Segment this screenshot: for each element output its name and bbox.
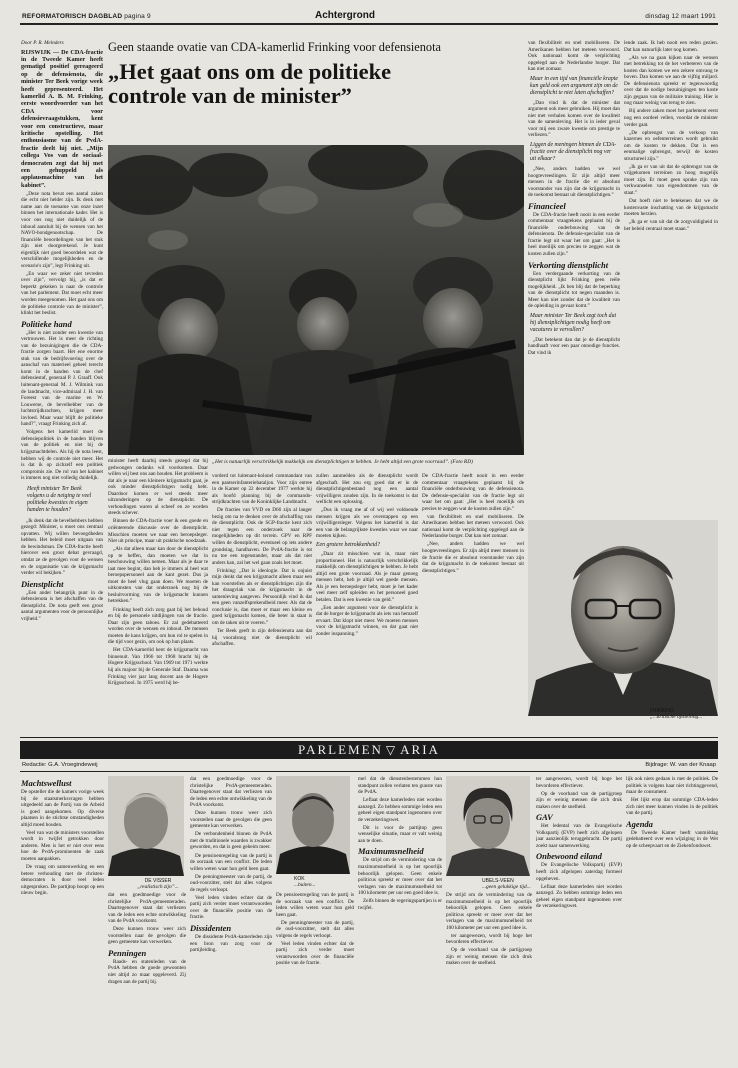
paragraph: De pensioenregeling van de partij is de oorzaak van een conflict. De leden willen weten waar hun geld heen gaat. [190,852,272,872]
section-divider [20,737,718,738]
paragraph: De opsteller die de kamers vorige week bij de staatsmerksvragen hebben uitgedeeld aan de Partij van de Arbeid is goed aangekomen. Op diverse plaatsen in de stichtse omstandigheden altijd moed houden. [21,789,104,828]
paragraph: Binnen de CDA-fractie voer ik een goede en oriënterende discussie over de dienstplicht. Misschien moeten we naar een beroepsleger. Niet uit principe, maar uit praktische noodzaak. [108,518,208,545]
paragraph: ter aangewezen, wordt bij hoge het bevorderen effectiever. [446,932,532,946]
paragraph: Veel leden vinden echter dat de partij zich verder moet verantwoorden over de financiële positie van de fractie. [190,894,272,921]
paragraph: zullen aanmelden als de dienstplicht wordt afgeschaft. Het zou erg goed dat er in de dienstplichtigenbestand nog een aantal vrijwilligers zouden zijn. In de toekomst is dat wellicht een oplossing. [316,473,418,506]
paragraph: Het CDA-kamerlid kent de krijgsmacht van binnenuit. Van 1966 tot 1968 bracht hij de Hogere Krijgsschool. Van 1969 tot 1971 werkte hij als majoor bij de Generale Staf. Daarna was Frinking vier jaar lang docent aan de Hogere Krijgsschool. In 1975 werd hij be- [108,647,208,687]
subheading: Penningen [108,947,147,958]
paragraph: van flexibiliteit en snel mobiliseren. De Amerikanen hebben het meteen verwoord. Ook nationaal komt de verplichting opgelegd aan de Nederlandse burger. Dat kan niet zomaar. [528,40,620,73]
paragraph: Bij andere zaken moet het parlement eerst nog een oordeel vellen, voordat de minister verder gaat. [624,108,718,128]
paragraph: Op de voorhand van de partijgroep zijn er weinig mensen die zich druk maken over de snelheid. [446,947,532,967]
banner-emblem-icon: ▽ [385,743,398,757]
paragraph: „De opbrengst van de verkoop van kazernes en oefenterreinen wordt gebruikt om de kosten te dekken. Dat is een eenmalige opbrengst, terwijl de kosten structureel zijn.” [624,129,718,162]
paragraph: „Als dat alleen maar kan door de dienstplicht op te heffen, dan moeten we dat in beschouwing willen nemen. Maar als je daar te laat mee begint, dan heb je immers al heel wat beroepspersoneel aan de kant gezet. Dus ja moet de heel vlug gaan doen. We moeten de uitkomsten van dat onderzoek nog bij de besluitvorming van de krijgsmacht kunnen betrekken.” [108,546,208,605]
paragraph: „Dus ik vraag me af of wij wel voldoende mensen krijgen als we overstappen op een vrijwilligersleger. Volgens het kamerlid is dat een van de belangrijkste kwesties waar we naar moeten kijken. [316,507,418,540]
paragraph: „Nee, anders hadden we wel hoogtevreeslingen. Er zijn altijd meer mensen in de fractie die er absoluut voorstander van zijn dat de krijgsmacht in de toekomst bestaat uit dienstplichtigen.” [528,166,620,199]
subheading: Financieel [528,200,566,211]
photo-soldiers-image [108,145,524,455]
paragraph: De CDA-fractie heeft nooit in een eerder commentaar vraagtekens geplaatst bij de financiële onderbouwing van de defensienota. De defensie-specialist van de fractie legt uit waar het om gaat: „Het is heel moeilijk om precies te zeggen wat de kosten zullen zijn.” [528,211,620,258]
subheading: Dienstplicht [21,578,64,589]
paragraph: De vraag om samenwerking en een betere verhouding met de christen-democraten is door veel leden uitgesproken. De partijtop hoopt op een nieuw begin. [21,864,104,897]
subheading: GAV [536,812,553,823]
paragraph: Volgens het kamerlid moet de defensiepolitiek in de handen blijven van de politiek en niet bij de krijgsmachtdelen. Als hij de nota leest, hebben wij de controle niet meer. Het is dat ik op zichzelf een politiek compromis zie. De rol van het kabinet is immers nog niet volledig duidelijk. [21,429,103,482]
paragraph: Deze kunnen trouw weer zich voorstellen naar de gevolgen die geen gemeente kan verwerken. [190,810,272,830]
paragraph: „Een ander argument voor de dienstplicht is dat de burger de krijgsmacht als iets van hemzelf ervaart. Dat klopt niet meer. We moeten mensen voor de krijgsmacht winnen, en dat gaat niet zonder inspanning.” [316,604,418,638]
column-col-5 [358,776,442,1058]
subheading: Onbewoond eiland [536,851,602,862]
paragraph: Veel van wat de ministers voorstellen wordt in twijfel getrokken door anderen. Men is het er niet over eens hoe de PvdA-prominenten de zaak moeten aanpakken. [21,829,104,862]
column-col-1 [21,776,104,1058]
subheading: Maximumsnelheid [358,846,424,857]
issue-date: dinsdag 12 maart 1991 [645,13,716,20]
paragraph: Frinking: „Dat is ideologie. Dat is onjuist mijn denkt dat een krijgsmacht alleen maar een kan voorstellen als er dienstplichtigen zijn die het draagvlak van de krijgsmacht in de samenleving aangeven. Persoonlijk vind ik dat een geen vanzelfsprekendheid meer. Als dat de conclusie is, dan moet er maar een kleine en goed krijgsmacht komen, die beter in staat is om de taken uit te voeren.” [212,567,312,627]
paragraph: De penningmeester van de partij, de oud-voorzitter, stelt dat alles volgens de regels verloopt. [190,873,272,893]
subheading: Verkorting dienstplicht [528,259,609,270]
frinking-portrait-image [528,520,718,716]
paragraph: Frinking heeft zich zorg gaat bij het behoud en bij de personele uitdijingen van de fractie. Daar zijn geen taboes. Er zal gedebatteerd worden over de wensen en inhoud. De mensen moeten de kans krijgen, om hun rol te spelen in die tijd voor gezin, om ook op hun plaats. [108,606,208,646]
paragraph: De penningmeester van de partij, de oud-voorzitter, stelt dat alles volgens de regels verloopt. [276,919,354,939]
paragraph: „Dat betekent dan dat je de dienstplicht handhaaft voor een paar onnodige functies. Dat vind ik [528,336,620,356]
subheading: Machtswellust [21,778,72,788]
kok-caption: KOK ...buiten... [294,876,316,889]
article-column-5a [422,473,524,730]
paper-name: REFORMATORISCH DAGBLAD pagina 9 [22,13,151,20]
paragraph: „Nee, anders hadden we wel hoogtevreeslingen. Er zijn altijd meer mensen in de fractie die er absoluut voorstander van zijn dat de krijgsmacht in de toekomst bestaat uit dienstplichtigen.” [422,541,524,574]
paragraph: Ter Beek geeft in zijn defensienota aan dat hij vooralsnog niet de dienstplicht wil afschaffen. [212,628,312,648]
ubels-veen-caption: UBELS-VEEN ...geen gelukkige tijd... [482,878,531,891]
paragraph: „Deze nota bevat een aantal zaken die echt niet helder zijn. Ik denk met name aan de toename van onze inzet binnen het internationale kader. Het is voor ons nog niet duidelijk of de inhoud aansluit bij de wensen van het NAVO-bondgenootschap. De financiële beoordelingen van het stuk zijn niet doorgerekend. Je kunt eigenlijk niet goed beoordelen wat de verschillende mogelijkheden en de scenario's zijn”, legt Frinking uit. [21,190,103,269]
portrait-caption: FRINKING „...kritische opstelling...” [650,708,706,721]
paragraph: „Het is niet zonder een kwestie van vertrouwen. Het is meer de richting van de bezuinigingen die de CDA-fractie zorgen baart. Het ene enorme stuk van de bedrijfsvoering over de aanschaf van materieel geheel terecht komt in de handen van de chef defensiestaf, generaal P. J. Graaff. Ook luitenant-generaal M. J. Wilmink van de landmacht, vice-admiraal J. H. van Foreest van de marine en W. Louwerse, de bevelhebber van de luchtstrijdkrachten, krijgen meer invloed. Maar waar blijft de politieke hand?”, vraagt Frinking zich af. [21,329,103,428]
paragraph: „Ik denk dat de bevelhebbers hebben gezegd: Minister, u moet ons centraal opvatten. Wij willen bevoegdheden hebben. Het beleid moet uitgaan van de bewindsman. De CDA-fractie heeft hierover een groot debat gevraagd, omdat ze de gevolgen voor de wensen en de organisatie van de krijgsmacht verder wil bekijken.” [21,517,103,577]
column-editor: Redactie: G.A. Vroegindeweij [22,762,98,768]
article-intro: RIJSWIJK — De CDA-fractie in de Tweede Kamer heeft gematigd positief gereageerd op de defensienota, die minister Ter Beek vorige week heeft gepresenteerd. Het kamerlid A. B. M. Frinking, eerste woordvoerder van het CDA voor defensievraagstukken, kent voor een constructieve, maar kritische opstelling. Het enthousiasme van de PvdA-fractie deelt hij niet. „Mijn collega Vos van de sociaal-democraten zegt dat hij met een gehuppeld als applausmachine van het kabinet”. [21,48,103,189]
article-byline: Door P. R. Meinders [21,40,64,46]
article-column-2 [108,458,208,730]
paragraph: Veel leden vinden echter dat de partij zich verder moet verantwoorden over de financiële positie van de fractie. [276,940,354,967]
paragraph: dat een goedmoedige voor de christelijke PvdA-gemeenteraden. Daartegenover staat dat verliezen van de leden een echte ontwikkeling van de PvdA voorkomt. [190,776,272,809]
column-col-4 [276,892,354,1058]
parlementaria-banner: PARLEMEN ▽ ARIA [20,741,718,759]
subheading: Dissidenten [190,922,232,933]
paragraph: Zelfs binnen de regeringspartijen is er twijfel. [358,898,442,911]
paragraph: Dit is voor de partijtop geen wenselijke situatie, maar er valt weinig aan te doen. [358,824,442,844]
pull-quote: Heeft minister Ter Beek volgens u de neiging te veel politieke kwesties in eigen handen te houden? [27,485,92,513]
subheading: Politieke hand [21,318,72,329]
ubels-veen-portrait [446,776,530,876]
paragraph: „Een ander belangrijk punt in de defensienota is het afschaffen van de dienstplicht. De nota geeft een groot aantal argumenten voor de persoonlijke vrijheid.” [21,589,103,622]
article-column-4 [316,473,418,730]
photo-caption: „Het is natuurlijk verschrikkelijk makkelijk om dienstplichtigen te hebben. Je hebt altijd een grote voorraad”. (Foto RD) [212,459,473,465]
paragraph: De verbondenheid binnen de PvdA met de traditionele waarden is zwakker geworden, en dat is geen geheim meer. [190,831,272,851]
paragraph: minister heeft daarbij steeds gezegd dat hij gedwongen ondanks wil voorkomen. Daar willen wij best ons aan houden. Het probleem is dat als je naar een kleinere krijgsmacht gaat, je ook minder dienstplichtigen nodig hebt. Daardoor komen er wel steeds meer uitzonderingen op de dienstplicht. De verhoudingen waren al scheef en ze worden steeds schever. [108,458,208,517]
pull-quote: Maar in een tijd van financiële krapte kan geld ook een argument zijn om de dienstplicht te niet laten afschaffen? [530,75,618,96]
paragraph: De strijd om de vermindering van de maximumsnelheid is op het spoorlijk behoorlijk gelopen. Geen enkele politicus spreekt er meer over dat het verlagen van de maximumsnelheid tot 100 kilometer per uur een goed idee is. [358,857,442,897]
devisser-caption: DE VISSER „realistisch zijn”... [137,878,179,891]
paragraph: Leflaat deze kamerleden niet worden aanzegd. Zo hebben sommige leden een geheel eigen standpunt ingenomen over de verzekeringswet. [536,883,622,910]
devisser-portrait [108,776,184,876]
paragraph: „Als we na gaan kijken naar de wensen met betrekking tot de het verbeteren van de kosten dan komen we een zekere omvang te boven. Dan komen we aan de vijftig miljard. De defensienota spreekt er tegenwoordig over dat de nodige bezuinigingen ten koste zijn gegaan van de militaire training. Hier is nog maar weinig van terug te zien. [624,54,718,107]
devisser-portrait-image [108,776,184,876]
pull-quote: Liggen de meningen binnen de CDA-fractie over de dienstplicht nog ver uit elkaar? [530,142,617,163]
paragraph: De strijd om de vermindering van de maximumsnelheid is op het spoorlijk behoorlijk gelopen. Geen enkele politicus spreekt er meer over dat het verlagen van de maximumsnelheid tot 100 kilometer per uur een goed idee is. [446,892,532,931]
paragraph: lende zaak. Ik heb nooit een reden gezien. Dat kan natuurlijk later nog komen. [624,40,718,53]
paragraph: De pensioenregeling van de partij is de oorzaak van een conflict. De leden willen weten waar hun geld heen gaat. [276,892,354,918]
masthead-rule [20,23,718,25]
paragraph: De dissidente PvdA-kamerleden zijn een bron van zorg voor de partijleiding. [190,933,272,954]
paragraph: „Dan vind ik dat de minister dat argument ook meer gebruiken. Hij moet dan niet met verhalen komen over de kwaliteit van de samenleving. Het is in ieder geval voor mij een zware kwestie om prestige te verliezen.” [528,99,620,139]
paragraph: De Evangelische Volkspartij (EVP) heeft zich afgelopen zaterdag formeel opgeheven. [536,862,622,882]
column-col-7 [536,776,622,1058]
paragraph: lijk ook niets gedaan is met de politiek. De politiek is volgens haar niet richtinggevend, maar de consument. [626,776,718,796]
paragraph: Deze kunnen trouw weer zich voorstellen naar de gevolgen die geen gemeente kan verwerken. [108,926,186,946]
paragraph: Dat hoeft niet te betekenen dat we de kostenvaste inschatting van de krijgsmacht moeten herzien. [624,198,718,218]
paragraph: De Tweede Kamer heeft vanmiddag gedebatteerd over een wijziging in de Wet op de scheepvaart en de Ziekenfondswet. [626,829,718,849]
column-contributor: Bijdrage: W. van der Knaap [645,762,716,768]
kok-portrait [276,776,350,874]
column-col-2 [108,892,186,1058]
kok-portrait-image [276,776,350,874]
column-col-3 [190,776,272,1058]
article-column-1 [21,40,103,730]
ubels-veen-portrait-image [446,776,530,876]
paragraph: Leflaat deze kamerleden niet worden aanzegd. Zo hebben sommige leden een geheel eigen standpunt ingenomen over de verzekeringswet. [358,797,442,823]
paragraph: „Daar zit misschien wat in, maar niet proportioneel. Het is natuurlijk verschrikkelijk makkelijk om dienstplichtigen te hebben. Je hebt altijd een grote voorraad. Als je maar genoeg mensen hebt, heb je altijd wel goede mensen. Als je een beroepsleger hebt, moet je het kader veel meer zelf opleiden en het personeel goed betalen. Dat is een kwestie van geld.” [316,550,418,603]
pull-quote: Een grotere betrokkenheid? [316,541,381,548]
paragraph: van flexibiliteit en snel mobiliseren. De Amerikanen hebben het meteen verwoord. Ook nationaal komt de verplichting opgelegd aan de Nederlandse burger. Dat kan niet zomaar. [422,513,524,540]
frinking-portrait [528,520,718,716]
soldiers-photo [108,145,524,455]
article-column-6 [624,40,718,510]
paragraph: dat een goedmoedige voor de christelijke PvdA-gemeenteraden. Daartegenover staat dat verliezen van de leden een echte ontwikkeling van de PvdA voorkomt. [108,892,186,925]
paragraph: Het lijkt erop dat sommige CDA-leden zich niet meer kunnen vinden in de politiek van de partij. [626,797,718,817]
paragraph: mel dat de dienstenbestemmen hun standpunt zullen verlaten ten gunste van de PvdA. [358,776,442,796]
paragraph: De fracties van VVD en D66 zijn al langer bezig om na te denken over de afschaffing van de dienstplicht. Ook de SGP-fractie kent zich niet tegen een onderzoek naar de mogelijkheden op dit terrein. GPV en RPF willen de dienstplicht, eventueel op iets andere grondslag, handhaven. De PvdA-fractie is tot nu toe een tegenstander, maar als dat niet anders kan, zal het wel gaan zoals het moet. [212,507,312,566]
paragraph: ter aangewezen, wordt bij hoge het bevorderen effectiever. [536,776,622,789]
paragraph: Een verdergaande verkorting van de dienstplicht lijkt Frinking geen reële mogelijkheid. „Ik ben blij dat de beperking van de dienstplicht tot negen maanden is. Meer kan niet zonder dat de kwaliteit van de opleiding in gevaar komt.” [528,270,620,310]
paragraph: Op de voorhand van de partijgroep zijn er weinig mensen die zich druk maken over de snelheid. [536,790,622,810]
column-rule [20,771,718,772]
column-col-6 [446,892,532,1058]
paragraph: „Ik ga er van uit dat de opbrengst van de vrijgekomen terreinen zo hoog mogelijk moet zijn. Er moet geen sprake zijn van verkwanselen van eigendommen van de staat.” [624,163,718,197]
paragraph: „En waar we zeker niet tevreden over zijn”, vervolgt hij, „is dat er beperkt gekeken is naar de controle van het parlement. Dat moet echt meer worden meegenomen. Het gaat ons om de politieke controle van de minister”, klinkt het beslist. [21,270,103,317]
paragraph: „Ik ga er van uit dat de zorgvuldigheid in het beleid centraal moet staan.” [624,219,718,232]
article-column-3 [212,473,312,730]
paragraph: Raads- en statenleden van de PvdA hebben de goede gewoonten niet altijd zo maar opgeleverd. Zij dragen aan de partij bij. [108,958,186,985]
paragraph: Het ledental van de Evangelische Volkspartij (EVP) heeft zich afgelopen jaar aanzienlijk teruggebracht. De partij zoekt naar samenwerking. [536,823,622,849]
pull-quote: Maar minister Ter Beek zegt toch dat hij dienstplichtigen nodig heeft om vacatures te vervullen? [530,312,617,333]
section-title: Achtergrond [315,10,375,21]
subheading: Agenda [626,818,653,829]
article-headline: „Het gaat ons om de politieke controle van de minister” [108,59,392,108]
paragraph: vorderd tot luitenant-kolonel commandant van een pantserinfanteriebataljon. Voor zijn entree in de Kamer op 22 december 1977 werkte hij als hoofd planning bij de commando-strijdkrachten van de Koninklijke Landmacht. [212,473,312,506]
paragraph: De CDA-fractie heeft nooit in een eerder commentaar vraagtekens geplaatst bij de financiële onderbouwing van de defensienota. De defensie-specialist van de fractie legt uit waar het om gaat: „Het is heel moeilijk om precies te zeggen wat de kosten zullen zijn.” [422,473,524,512]
article-kicker: Geen staande ovatie van CDA-kamerlid Frinking voor defensienota [108,40,441,54]
column-col-8 [626,776,718,1058]
